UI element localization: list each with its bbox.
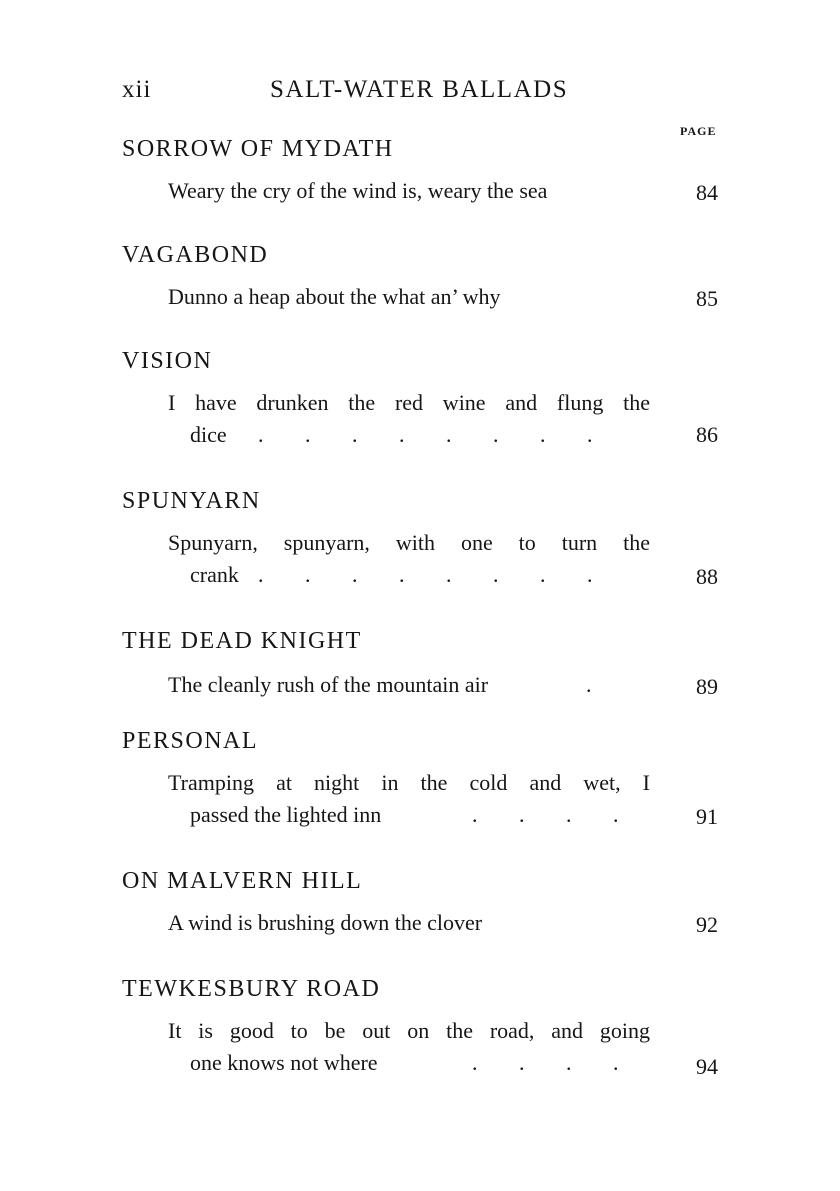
page-column-label: PAGE <box>680 124 717 138</box>
dot-leader: . . . . <box>472 802 619 827</box>
entry-continuation-line: passed the lighted inn <box>190 802 382 827</box>
entry-page-number: 91 <box>696 804 718 829</box>
entry-first-line: A wind is brushing down the clover <box>168 910 483 935</box>
entry-first-line: It is good to be out on the road, and going <box>168 1018 650 1043</box>
entry-title: SPUNYARN <box>122 488 261 514</box>
entry-first-line: Spunyarn, spunyarn, with one to turn the <box>168 530 650 555</box>
entry-title: PERSONAL <box>122 728 259 754</box>
entry-continuation-line: one knows not where <box>190 1050 378 1075</box>
entry-continuation-line: crank <box>190 562 239 587</box>
book-title: SALT-WATER BALLADS <box>270 76 569 103</box>
entry-page-number: 88 <box>696 564 718 589</box>
entry-page-number: 84 <box>696 180 718 205</box>
entry-title: TEWKESBURY ROAD <box>122 976 381 1002</box>
page-number: xii <box>122 76 152 103</box>
dot-leader: . <box>586 672 592 697</box>
entry-first-line: Dunno a heap about the what an’ why <box>168 284 501 309</box>
entry-page-number: 85 <box>696 286 718 311</box>
dot-leader: . . . . . . . . <box>258 562 593 587</box>
entry-continuation-line: dice <box>190 422 227 447</box>
entry-page-number: 94 <box>696 1054 718 1079</box>
entry-title: THE DEAD KNIGHT <box>122 628 362 654</box>
entry-title: VAGABOND <box>122 242 269 268</box>
entry-title: SORROW OF MYDATH <box>122 136 394 162</box>
entry-first-line: Weary the cry of the wind is, weary the sea <box>168 178 548 203</box>
dot-leader: . . . . <box>472 1050 619 1075</box>
entry-first-line: The cleanly rush of the mountain air <box>168 672 489 697</box>
entry-page-number: 89 <box>696 674 718 699</box>
dot-leader: . . . . . . . . <box>258 422 593 447</box>
running-head <box>122 76 722 108</box>
entry-first-line: I have drunken the red wine and flung the <box>168 390 650 415</box>
entry-first-line: Tramping at night in the cold and wet, I <box>168 770 650 795</box>
entry-page-number: 92 <box>696 912 718 937</box>
entry-page-number: 86 <box>696 422 718 447</box>
entry-title: ON MALVERN HILL <box>122 868 363 894</box>
entry-title: VISION <box>122 348 213 374</box>
